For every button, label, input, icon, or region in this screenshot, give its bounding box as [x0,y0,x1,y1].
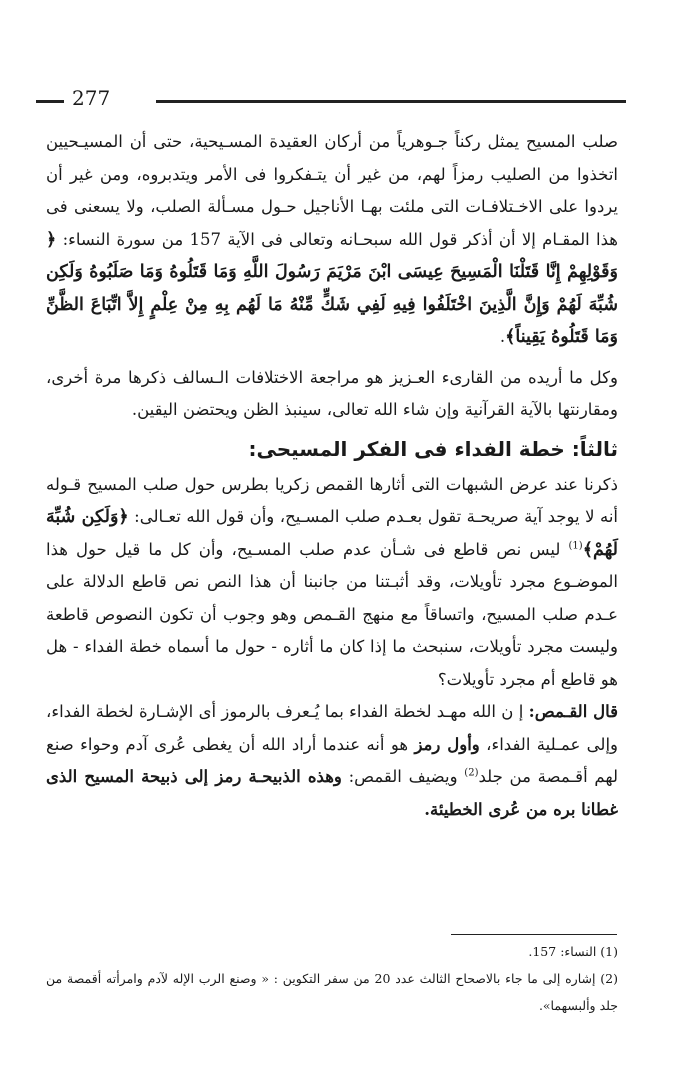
qummus-text-c: ويضيف القمص: [348,767,458,786]
qummus-bold-sacrifice: وهذه الذبيحـة رمز إلى ذبيحة المسيح الذى غطانا بره من عُرى الخطيئة. [46,767,618,819]
footnotes [46,938,618,1019]
qummus-bold-first-symbol: وأول رمز [414,734,480,754]
header-rule-short [36,100,64,103]
page-number: 277 [72,86,111,110]
qummus-label: قال القـمص: [528,702,618,721]
quran-verse-nisa-157: ﴿ وَقَوْلِهِمْ إِنَّا قَتَلْنَا الْمَسِيحَ عِيسَى ابْنَ مَرْيَمَ رَسُولَ اللَّهِ وَمَا قَتَلُوهُ وَمَا صَلَبُوهُ وَلَكِن شُبِّهَ لَهُمْ وَإِنَّ الَّذِينَ اخْتَلَفُوا فِيهِ لَفِي شَكٍّ مِّنْهُ مَا لَهُم بِهِ مِنْ عِلْمٍ إِلاَّ اتِّبَاعَ الظَّنِّ وَمَا قَتَلُوهُ يَقِيناً﴾ [46,229,618,347]
section-heading: ثالثاً: خطة الفداء فى الفكر المسيحى: [248,436,618,461]
footnote-1: (1) النساء: 157. [528,944,618,959]
main-text [46,126,618,826]
footnote-ref-1: (1) [568,540,583,551]
header-rule-long [156,100,626,103]
footnote-2: (2) إشاره إلى ما جاء بالاصحاح الثالث عدد 20 من سفر التكوين : « وصنع الرب الإله لآدم وامرأته أقمصة من جلد وألبسهما». [46,971,618,1013]
paragraph-review: وكل ما أريده من القارىء العـزيز هو مراجعة الاختلافات الـسالف ذكرها مرة أخرى، ومقارنتها بالآية القرآنية وإن شاء الله تعالى، سينبذ الظن ويحتضن اليقين. [46,367,618,419]
footnote-ref-2: (2) [464,767,479,779]
qummus-text-a: إ ن الله مهـد لخطة الفداء بما يُـعرف بالرموز أى الإشـارة لخطة الفداء، وإلى عمـلية الفداء، [46,702,618,754]
qummus-text-b: هو أنه عندما أراد الله أن يغطى عُرى آدم وحواء صنع لهم أقـمصة من جلد [46,734,618,786]
intro-end: . [499,327,506,346]
footnote-divider [451,934,617,935]
intro-text: صلب المسيح يمثل ركناً جـوهرياً من أركان العقيدة المسـيحية، حتى أن المسيـحيين اتخذوا من الصليب رمزاً لهم، من غير أن يتـفكروا فى الأمر ويتدبروه، ومن غير أن يردوا على الاخـتلافـات التى ملئت بهـا الأناجيل حـول مسـألة الصلب، ولا يسعنى فى هذا المقـام إلا أن أذكر قول الله سبحـانه وتعالى فى الآية 157 من سورة النساء: [46,132,619,249]
objection-text-a: ذكرنا عند عرض الشبهات التى أثارها القمص زكريا بطرس حول صلب المسيح قـوله أنه لا يوجد آية صريحـة تقول بعـدم صلب المسـيح، وأن قول الله تعـالى: [46,474,618,526]
paragraph-objection [46,469,618,697]
objection-text-b: ليس نص قاطع فى شـأن عدم صلب المسـيح، وأن كل ما قيل حول هذا الموضـوع مجرد تأويلات، وقد أثبـتنا من جانبنا أن هذا النص نص قاطع الدلالة على عـدم صلب المسيح، واتساقاً مع منهج القـمص وهو وجوب أن تكون النصوص قاطعة وليست مجرد تأويلات، سنبحث ما إذا كان ما أثاره - حول ما أسماه خطة الفداء - هل هو قاطع أم مجرد تأويلات؟ [46,539,618,689]
paragraph-intro [46,126,618,354]
quran-verse-shubbiha: ﴿وَلَكِن شُبِّهَ لَهُمْ﴾ [46,507,618,560]
paragraph-qummus [46,696,618,826]
page-header [36,84,626,114]
